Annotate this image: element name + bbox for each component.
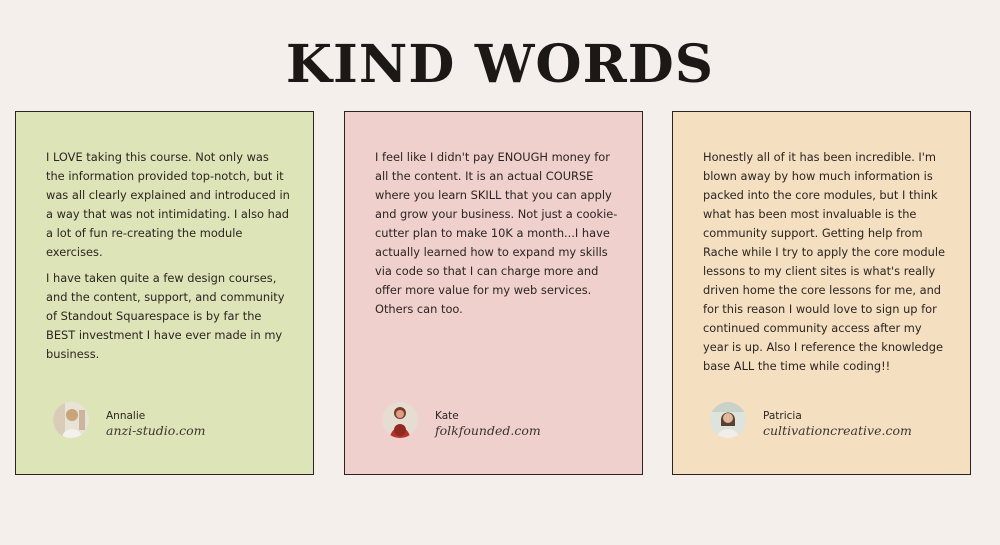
testimonial-quote: [46, 148, 290, 364]
author-name: Kate: [435, 410, 459, 422]
quote-paragraph: I LOVE taking this course. Not only was the information provided top-notch, but it was all clearly explained and introduced in a way that was not intimidating. I also had a lot of fun re-creating the module exercises.: [46, 150, 290, 259]
testimonial-quote: [375, 148, 619, 319]
author-website[interactable]: cultivationcreative.com: [763, 423, 912, 438]
quote-paragraph: I feel like I didn't pay ENOUGH money for all the content. It is an actual COURSE where you learn SKILL that you can apply and grow your business. Not just a cookie-cutter plan to make 10K a month...I have actually learned how to expand my skills via code so that I can charge more and offer more value for my web services. Others can too.: [375, 150, 618, 316]
testimonial-card-patricia: [672, 111, 971, 475]
testimonial-author: [710, 402, 912, 438]
testimonial-quote: [703, 148, 947, 376]
portrait-photo-icon: [382, 402, 418, 438]
portrait-photo-icon: [710, 402, 746, 438]
portrait-photo-icon: [53, 402, 89, 438]
page-title: KIND WORDS: [285, 34, 715, 95]
testimonial-author: [53, 402, 205, 438]
author-website[interactable]: anzi-studio.com: [106, 423, 206, 438]
testimonial-card-annalie: [15, 111, 314, 475]
avatar: [382, 402, 418, 438]
quote-paragraph: Honestly all of it has been incredible. I'm blown away by how much information is packed into the core modules, but I think what has been most invaluable is the community support. Getting help from Rache while I try to apply the core module lessons to my client sites is what's really driven home the core lessons for me, and for this reason I would love to sign up for continued community access after my year is up. Also I reference the knowledge base ALL the time while coding!!: [703, 150, 946, 373]
author-website[interactable]: folkfounded.com: [435, 423, 541, 438]
avatar: [710, 402, 746, 438]
quote-paragraph: I have taken quite a few design courses, and the content, support, and community of Standout Squarespace is by far the BEST investment I have ever made in my business.: [46, 271, 285, 361]
avatar: [53, 402, 89, 438]
author-name: Patricia: [763, 410, 802, 422]
author-name: Annalie: [106, 410, 146, 422]
testimonial-author: [382, 402, 541, 438]
testimonial-card-kate: [344, 111, 643, 475]
